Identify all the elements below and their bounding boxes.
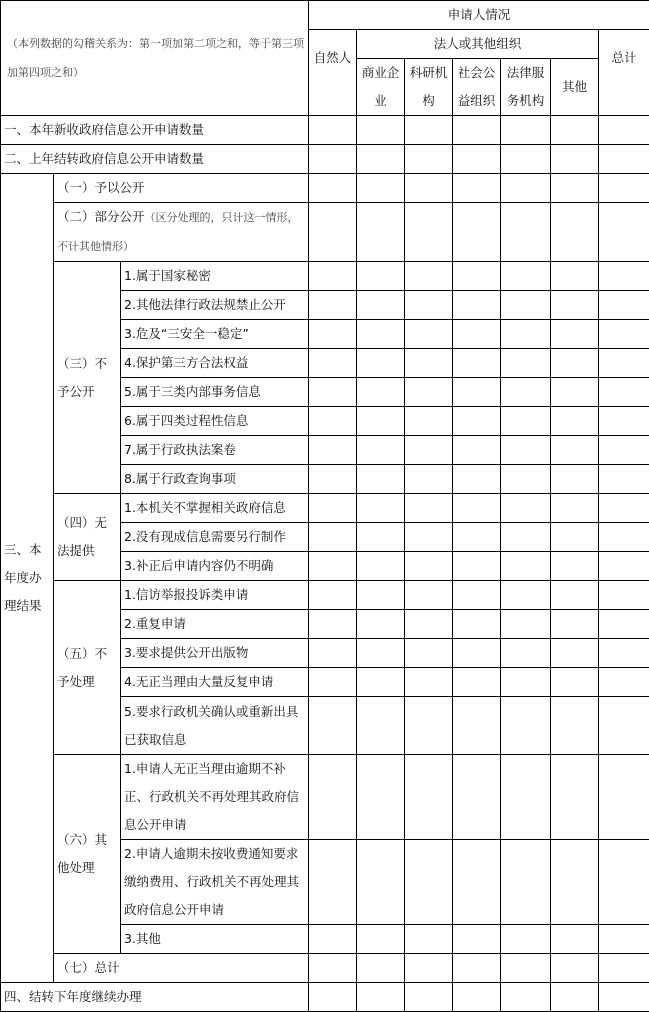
data-cell — [357, 552, 405, 581]
row-label — [121, 755, 309, 840]
data-cell — [551, 378, 599, 407]
row-label — [54, 755, 121, 954]
data-cell — [551, 523, 599, 552]
data-cell — [405, 581, 453, 610]
row-label — [121, 840, 309, 925]
data-cell — [357, 697, 405, 755]
data-cell — [309, 291, 357, 320]
data-cell — [599, 465, 649, 494]
data-cell — [357, 494, 405, 523]
row-label-text: 5.要求行政机关确认或重新出具已获取信息 — [124, 704, 298, 747]
row-label — [121, 291, 309, 320]
row-label-text: 4.无正当理由大量反复申请 — [124, 674, 273, 689]
data-cell — [405, 610, 453, 639]
data-cell — [405, 697, 453, 755]
applicant-header: 申请人情况 — [309, 1, 649, 30]
data-cell — [599, 407, 649, 436]
data-cell — [501, 203, 551, 262]
row-label — [1, 116, 309, 145]
data-cell — [309, 697, 357, 755]
org-type-header: 商业企业 — [357, 59, 405, 116]
data-cell — [453, 436, 501, 465]
row-label — [121, 581, 309, 610]
data-cell — [357, 639, 405, 668]
data-cell — [453, 581, 501, 610]
table-note: （本列数据的勾稽关系为：第一项加第二项之和，等于第三项加第四项之和） — [1, 1, 309, 116]
row-label-text: 5.属于三类内部事务信息 — [124, 384, 261, 399]
data-cell — [405, 523, 453, 552]
data-cell — [453, 755, 501, 840]
row-label-text: （七）总计 — [57, 960, 120, 975]
data-cell — [309, 174, 357, 203]
data-cell — [551, 174, 599, 203]
data-cell — [501, 262, 551, 291]
data-cell — [357, 174, 405, 203]
table-row — [1, 174, 649, 203]
data-cell — [453, 668, 501, 697]
data-cell — [357, 581, 405, 610]
data-cell — [357, 116, 405, 145]
data-cell — [405, 378, 453, 407]
data-cell — [501, 954, 551, 983]
table-row — [1, 581, 649, 610]
data-cell — [551, 116, 599, 145]
data-cell — [501, 523, 551, 552]
row-label-text: 8.属于行政查询事项 — [124, 471, 236, 486]
data-cell — [551, 610, 599, 639]
row-label — [54, 494, 121, 581]
row-label-text: （一）予以公开 — [57, 180, 145, 195]
legal-org-header: 法人或其他组织 — [357, 30, 599, 59]
row-label — [1, 174, 54, 983]
data-cell — [453, 262, 501, 291]
data-cell — [309, 320, 357, 349]
row-label-text: 三、本年度办理结果 — [4, 542, 42, 613]
row-label-text: 7.属于行政执法案卷 — [124, 442, 236, 457]
row-label-text: （四）无法提供 — [57, 515, 107, 558]
table-row — [1, 203, 649, 262]
data-cell — [501, 983, 551, 1012]
data-cell — [405, 840, 453, 925]
row-label — [54, 581, 121, 755]
data-cell — [551, 465, 599, 494]
data-cell — [599, 697, 649, 755]
data-cell — [501, 349, 551, 378]
data-cell — [501, 925, 551, 954]
data-cell — [501, 436, 551, 465]
row-label-text: （六）其他处理 — [57, 832, 107, 875]
data-cell — [453, 552, 501, 581]
data-cell — [357, 465, 405, 494]
data-cell — [309, 378, 357, 407]
row-label-text: 3.危及“三安全一稳定” — [124, 326, 249, 341]
row-label-text: 二、上年结转政府信息公开申请数量 — [4, 151, 204, 166]
data-cell — [405, 320, 453, 349]
data-cell — [453, 925, 501, 954]
data-cell — [405, 552, 453, 581]
table-row — [1, 116, 649, 145]
row-label-text: 2.申请人逾期未按收费通知要求缴纳费用、行政机关不再处理其政府信息公开申请 — [124, 846, 299, 917]
data-cell — [599, 610, 649, 639]
data-cell — [357, 203, 405, 262]
table-row — [1, 755, 649, 840]
data-cell — [405, 262, 453, 291]
data-cell — [405, 407, 453, 436]
row-label-text: 四、结转下年度继续办理 — [4, 989, 142, 1004]
data-cell — [453, 610, 501, 639]
data-cell — [453, 954, 501, 983]
row-label — [54, 174, 309, 203]
data-cell — [309, 407, 357, 436]
data-cell — [551, 755, 599, 840]
row-label — [121, 552, 309, 581]
data-cell — [599, 378, 649, 407]
data-cell — [309, 668, 357, 697]
data-cell — [309, 954, 357, 983]
row-label — [121, 697, 309, 755]
data-cell — [405, 465, 453, 494]
row-label — [121, 494, 309, 523]
data-cell — [405, 668, 453, 697]
data-cell — [309, 983, 357, 1012]
data-cell — [405, 755, 453, 840]
data-cell — [551, 320, 599, 349]
data-cell — [309, 262, 357, 291]
data-cell — [551, 262, 599, 291]
data-cell — [357, 407, 405, 436]
data-cell — [501, 145, 551, 174]
row-label-text: 2.没有现成信息需要另行制作 — [124, 529, 286, 544]
row-label — [121, 639, 309, 668]
row-label — [121, 668, 309, 697]
data-cell — [501, 174, 551, 203]
data-cell — [405, 145, 453, 174]
data-cell — [357, 668, 405, 697]
data-cell — [453, 697, 501, 755]
data-cell — [551, 349, 599, 378]
row-label — [121, 925, 309, 954]
data-cell — [357, 523, 405, 552]
data-cell — [453, 174, 501, 203]
data-cell — [501, 610, 551, 639]
row-label — [121, 436, 309, 465]
data-cell — [599, 639, 649, 668]
data-cell — [405, 925, 453, 954]
row-label-text: 1.属于国家秘密 — [124, 268, 211, 283]
data-cell — [405, 349, 453, 378]
data-cell — [501, 407, 551, 436]
row-label — [121, 407, 309, 436]
data-cell — [501, 755, 551, 840]
data-cell — [309, 552, 357, 581]
data-cell — [405, 494, 453, 523]
data-cell — [405, 174, 453, 203]
data-cell — [357, 925, 405, 954]
data-cell — [551, 145, 599, 174]
row-label — [54, 203, 309, 262]
row-label-note: （区分处理的，只计这一情形，不计其他情形） — [57, 211, 299, 253]
data-cell — [309, 581, 357, 610]
row-label-text: 2.重复申请 — [124, 616, 186, 631]
data-cell — [599, 174, 649, 203]
data-cell — [599, 320, 649, 349]
table-row — [1, 983, 649, 1012]
data-cell — [501, 668, 551, 697]
data-cell — [453, 983, 501, 1012]
row-label-text: （三）不予公开 — [57, 356, 107, 399]
data-cell — [551, 436, 599, 465]
data-cell — [309, 639, 357, 668]
data-cell — [453, 523, 501, 552]
data-cell — [453, 494, 501, 523]
data-cell — [551, 983, 599, 1012]
data-cell — [453, 840, 501, 925]
row-label-text: 3.要求提供公开出版物 — [124, 645, 248, 660]
row-label-text: 3.其他 — [124, 931, 161, 946]
data-cell — [599, 840, 649, 925]
data-cell — [501, 581, 551, 610]
data-cell — [357, 349, 405, 378]
row-label-text: 6.属于四类过程性信息 — [124, 413, 248, 428]
data-cell — [599, 925, 649, 954]
org-type-header: 其他 — [551, 59, 599, 116]
row-label-text: 一、本年新收政府信息公开申请数量 — [4, 122, 204, 137]
row-label-text: 1.本机关不掌握相关政府信息 — [124, 500, 286, 515]
data-cell — [357, 378, 405, 407]
row-label — [121, 378, 309, 407]
row-label-text: 2.其他法律行政法规禁止公开 — [124, 297, 286, 312]
data-cell — [599, 668, 649, 697]
row-label — [54, 954, 309, 983]
data-cell — [501, 465, 551, 494]
data-cell — [551, 925, 599, 954]
data-cell — [357, 755, 405, 840]
data-cell — [599, 262, 649, 291]
data-cell — [551, 552, 599, 581]
data-cell — [453, 407, 501, 436]
data-cell — [599, 349, 649, 378]
data-cell — [357, 610, 405, 639]
data-cell — [501, 494, 551, 523]
data-cell — [453, 378, 501, 407]
data-cell — [309, 610, 357, 639]
data-cell — [309, 925, 357, 954]
data-cell — [405, 116, 453, 145]
data-cell — [405, 639, 453, 668]
org-type-header: 法律服务机构 — [501, 59, 551, 116]
data-cell — [405, 436, 453, 465]
data-cell — [599, 954, 649, 983]
data-cell — [453, 116, 501, 145]
data-cell — [357, 145, 405, 174]
row-label — [121, 262, 309, 291]
data-cell — [405, 203, 453, 262]
data-cell — [501, 320, 551, 349]
natural-person-header: 自然人 — [309, 30, 357, 116]
data-cell — [309, 349, 357, 378]
data-cell — [599, 552, 649, 581]
table-row — [1, 145, 649, 174]
data-cell — [357, 320, 405, 349]
data-cell — [405, 291, 453, 320]
data-cell — [599, 436, 649, 465]
data-cell — [501, 840, 551, 925]
data-cell — [309, 465, 357, 494]
data-cell — [309, 145, 357, 174]
row-label — [1, 145, 309, 174]
data-cell — [309, 436, 357, 465]
data-cell — [357, 954, 405, 983]
data-cell — [357, 291, 405, 320]
data-cell — [357, 436, 405, 465]
data-cell — [599, 145, 649, 174]
data-cell — [599, 203, 649, 262]
row-label-text: 4.保护第三方合法权益 — [124, 355, 248, 370]
data-cell — [309, 494, 357, 523]
data-cell — [357, 983, 405, 1012]
data-cell — [357, 262, 405, 291]
data-cell — [309, 840, 357, 925]
data-cell — [551, 668, 599, 697]
data-cell — [599, 983, 649, 1012]
row-label — [121, 320, 309, 349]
data-cell — [501, 116, 551, 145]
data-cell — [453, 639, 501, 668]
total-header: 总计 — [599, 30, 649, 116]
data-cell — [501, 552, 551, 581]
org-type-header: 社会公益组织 — [453, 59, 501, 116]
row-label-text: 1.申请人无正当理由逾期不补正、行政机关不再处理其政府信息公开申请 — [124, 761, 299, 832]
data-cell — [501, 639, 551, 668]
row-label — [121, 610, 309, 639]
data-cell — [405, 983, 453, 1012]
data-cell — [599, 523, 649, 552]
table-row — [1, 262, 649, 291]
data-cell — [551, 203, 599, 262]
data-cell — [599, 494, 649, 523]
data-cell — [309, 203, 357, 262]
row-label — [1, 983, 309, 1012]
row-label — [121, 465, 309, 494]
org-type-header: 科研机构 — [405, 59, 453, 116]
data-cell — [453, 349, 501, 378]
row-label-text: 3.补正后申请内容仍不明确 — [124, 558, 273, 573]
data-cell — [309, 523, 357, 552]
data-cell — [551, 581, 599, 610]
data-cell — [501, 378, 551, 407]
data-cell — [599, 116, 649, 145]
data-cell — [453, 320, 501, 349]
row-label-text: 1.信访举报投诉类申请 — [124, 587, 248, 602]
data-cell — [453, 203, 501, 262]
data-cell — [551, 697, 599, 755]
table-row — [1, 494, 649, 523]
data-cell — [501, 291, 551, 320]
data-cell — [357, 840, 405, 925]
data-cell — [405, 954, 453, 983]
table-row — [1, 954, 649, 983]
row-label — [54, 262, 121, 494]
data-cell — [551, 954, 599, 983]
data-cell — [599, 291, 649, 320]
data-cell — [551, 840, 599, 925]
data-cell — [551, 494, 599, 523]
row-label-text: （五）不予处理 — [57, 646, 107, 689]
data-cell — [551, 291, 599, 320]
data-cell — [453, 291, 501, 320]
data-cell — [501, 697, 551, 755]
data-cell — [599, 581, 649, 610]
row-label — [121, 523, 309, 552]
row-label — [121, 349, 309, 378]
data-cell — [599, 755, 649, 840]
data-cell — [453, 465, 501, 494]
data-cell — [309, 755, 357, 840]
data-cell — [453, 145, 501, 174]
data-cell — [551, 639, 599, 668]
row-label-text: （二）部分公开 — [57, 209, 145, 224]
data-cell — [309, 116, 357, 145]
data-cell — [551, 407, 599, 436]
